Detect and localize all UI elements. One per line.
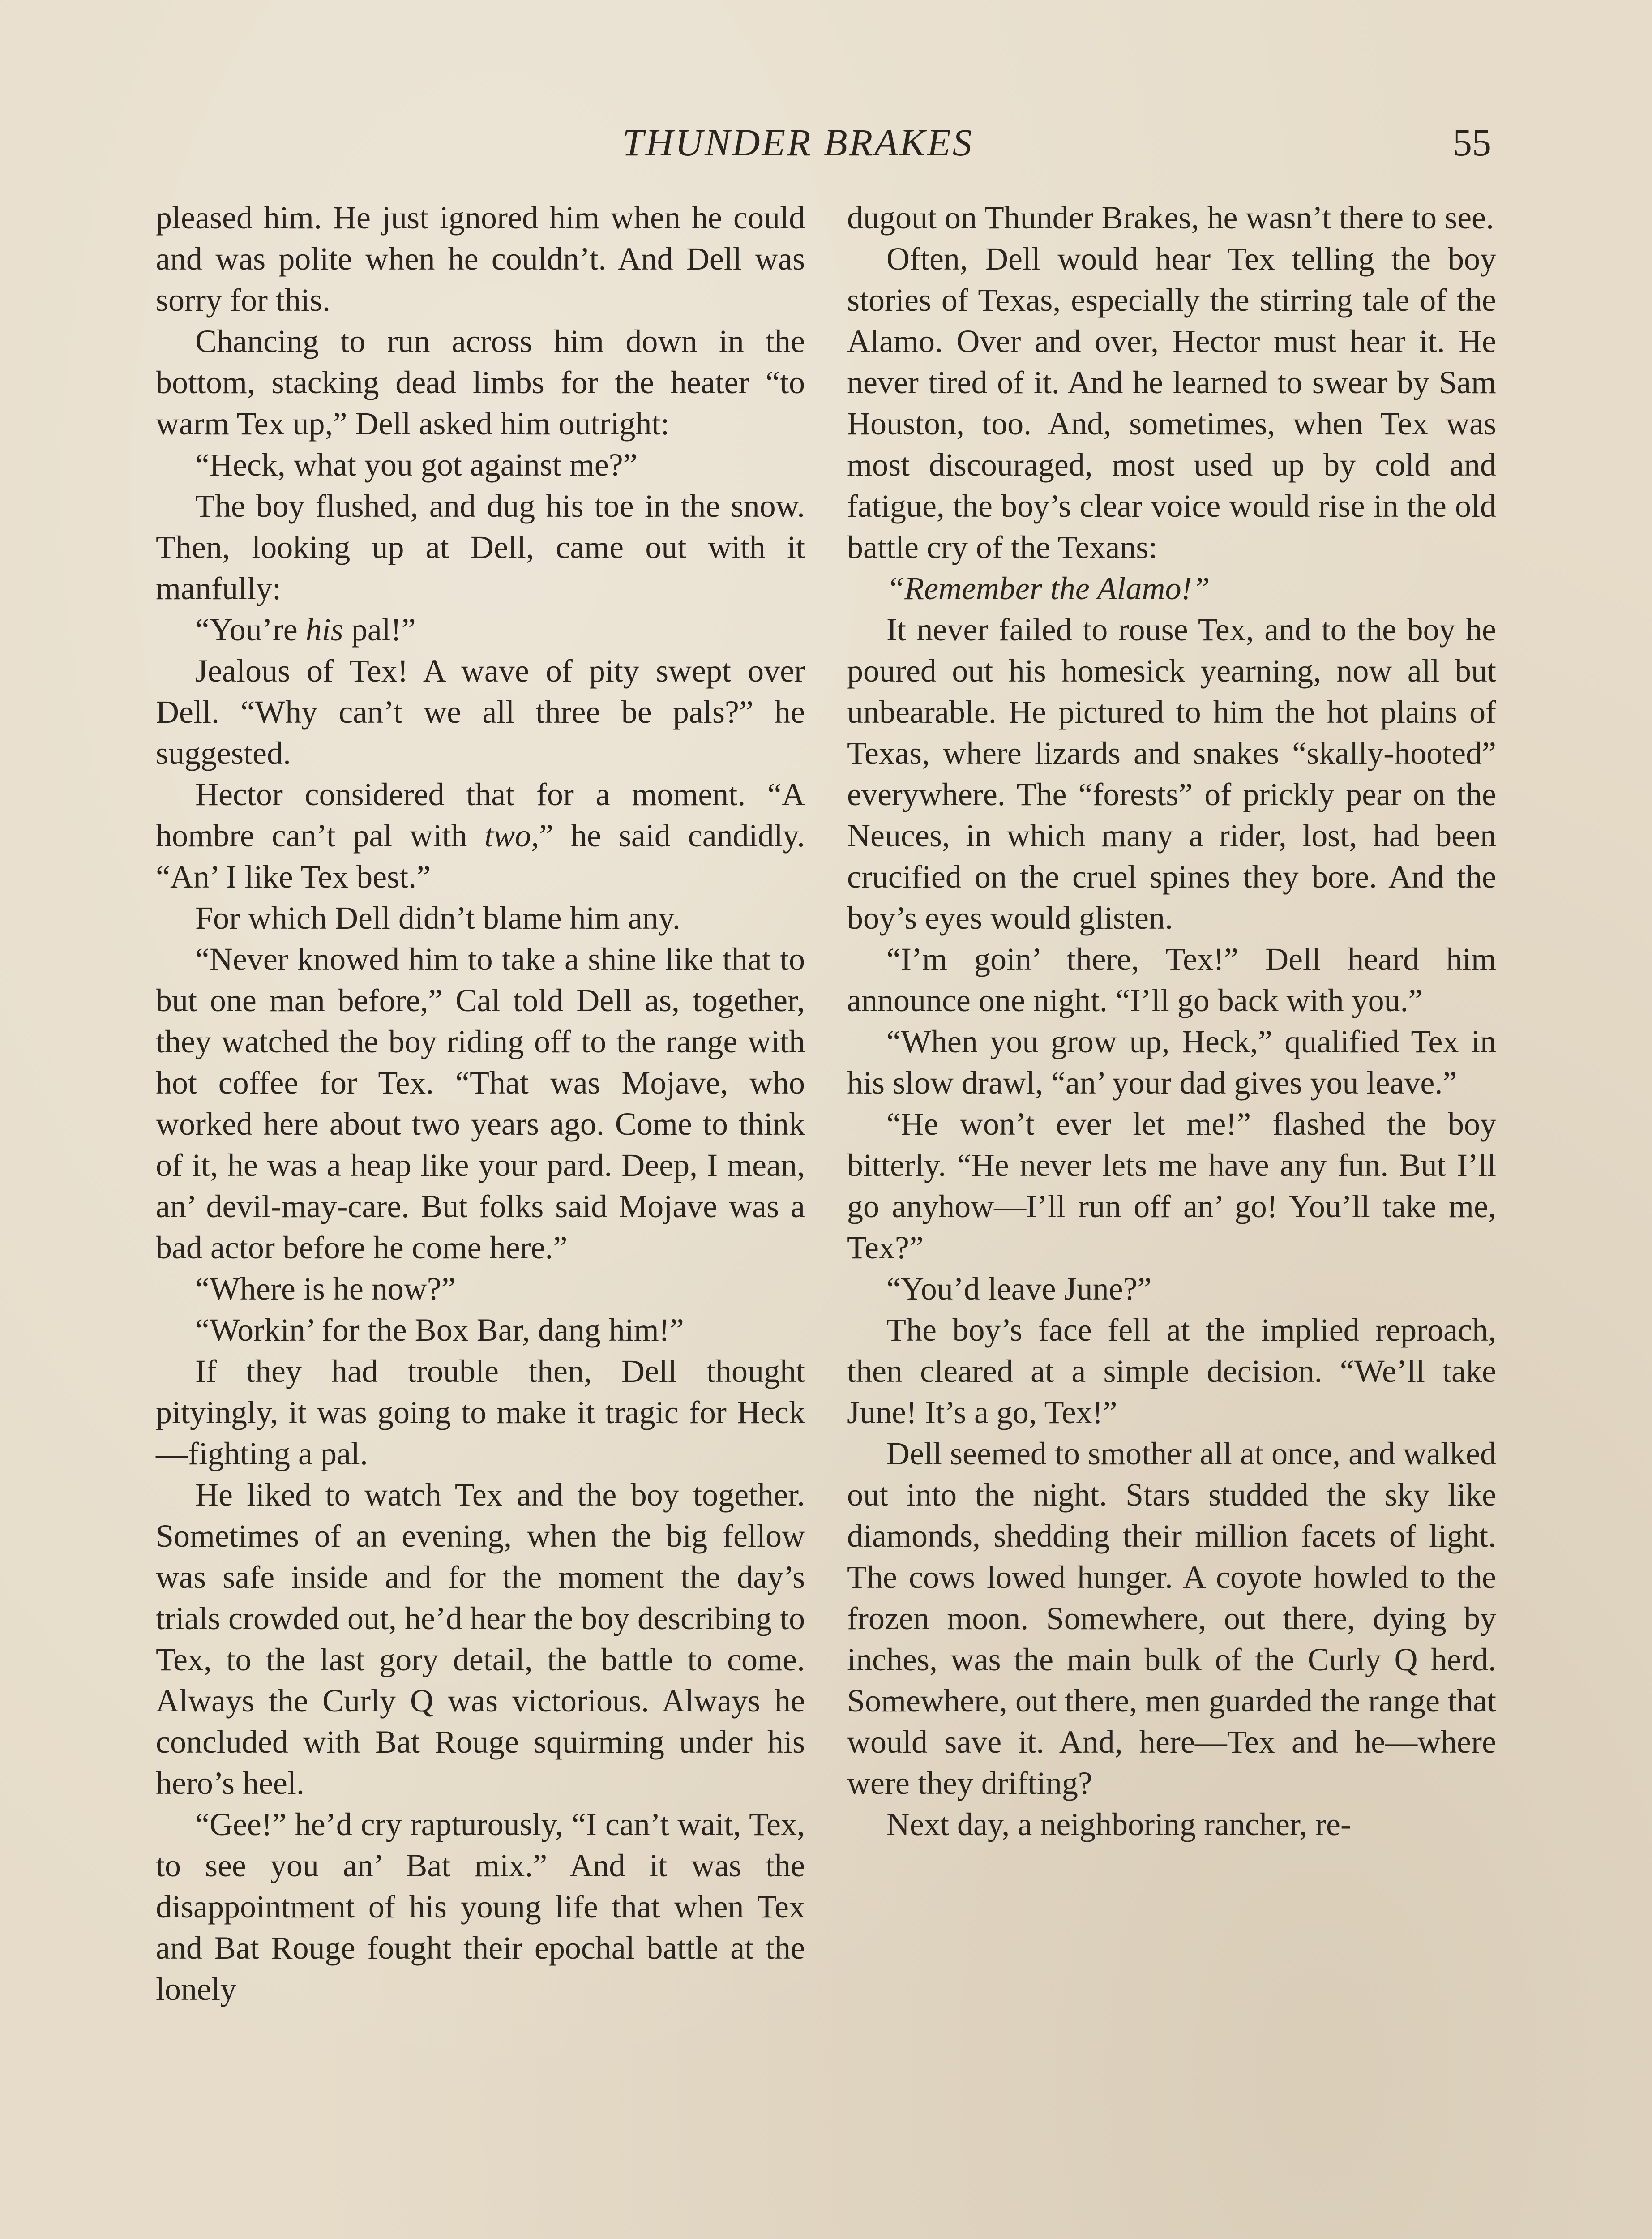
paragraph: Jealous of Tex! A wave of pity swept over Dell. “Why can’t we all three be pals?” he suggested. [156, 653, 805, 771]
text-run: “You’re [195, 612, 306, 648]
text-run: Hector considered that for a moment. “A hombre can’t pal with [156, 776, 805, 854]
page-number: 55 [1453, 121, 1491, 164]
emphasis: two, [484, 818, 539, 854]
paragraph [847, 568, 1496, 609]
paragraph [156, 609, 805, 650]
paragraph [156, 774, 805, 897]
text-run: pal!” [343, 612, 416, 648]
right-column [847, 197, 1496, 1845]
page-header [0, 120, 1652, 169]
paragraph: “Workin’ for the Box Bar, dang him!” [195, 1312, 684, 1348]
paragraph: “He won’t ever let me!” flashed the boy bitterly. “He never lets me have any fun. But I’ll go anyhow—I’ll run off an’ go! You’ll take me, Tex?” [847, 1106, 1496, 1265]
paragraph: It never failed to rouse Tex, and to the boy he poured out his homesick yearning, now all but unbearable. He pictured to him the hot plains of Texas, where lizards and snakes “skally-hooted” everywhere. The “forests” of prickly pear on the Neuces, in which many a rider, lost, had been crucified on the cruel spines they bore. And the boy’s eyes would glisten. [847, 612, 1496, 936]
paragraph: If they had trouble then, Dell thought pityingly, it was going to make it tragic for Heck—fighting a pal. [156, 1353, 805, 1471]
emphasis: “Remember the Alamo!” [886, 570, 1210, 606]
paragraph: The boy’s face fell at the implied reproach, then cleared at a simple decision. “We’ll take June! It’s a go, Tex!” [847, 1312, 1496, 1430]
paragraph: “Where is he now?” [195, 1271, 456, 1307]
emphasis: his [305, 612, 343, 648]
text-run: ” he said candidly. “An’ I like Tex best.” [156, 818, 805, 895]
paragraph: Chancing to run across him down in the bottom, stacking dead limbs for the heater “to warm Tex up,” Dell asked him outright: [156, 323, 805, 442]
paragraph: Dell seemed to smother all at once, and walked out into the night. Stars studded the sky like diamonds, shedding their million facets of light. The cows lowed hunger. A coyote howled to the frozen moon. Somewhere, out there, dying by inches, was the main bulk of the Curly Q herd. Somewhere, out there, men guarded the range that would save it. And, here—Tex and he—where were they drifting? [847, 1436, 1496, 1801]
paragraph: “Gee!” he’d cry rapturously, “I can’t wait, Tex, to see you an’ Bat mix.” And it was the disappointment of his young life that when Tex and Bat Rouge fought their epochal battle at the lonely [156, 1806, 805, 2007]
paragraph: “When you grow up, Heck,” qualified Tex in his slow drawl, “an’ your dad gives you leave.” [847, 1024, 1496, 1101]
paragraph: dugout on Thunder Brakes, he wasn’t there to see. [847, 200, 1494, 236]
paragraph: “You’d leave June?” [886, 1271, 1152, 1307]
paragraph: “Never knowed him to take a shine like that to but one man before,” Cal told Dell as, together, they watched the boy riding off to the range with hot coffee for Tex. “That was Mojave, who worked here about two years ago. Come to think of it, he was a heap like your pard. Deep, I mean, an’ devil-may-care. But folks said Mojave was a bad actor before he come here.” [156, 941, 805, 1265]
paragraph: “I’m goin’ there, Tex!” Dell heard him announce one night. “I’ll go back with you.” [847, 941, 1496, 1018]
paragraph: Often, Dell would hear Tex telling the boy stories of Texas, especially the stirring tale of the Alamo. Over and over, Hector must hear it. He never tired of it. And he learned to swear by Sam Houston, too. And, sometimes, when Tex was most discouraged, most used up by cold and fatigue, the boy’s clear voice would rise in the old battle cry of the Texans: [847, 241, 1496, 565]
paragraph: “Heck, what you got against me?” [195, 447, 638, 483]
paragraph: The boy flushed, and dug his toe in the snow. Then, looking up at Dell, came out with it manfully: [156, 488, 805, 606]
paragraph: For which Dell didn’t blame him any. [195, 900, 680, 936]
paragraph: He liked to watch Tex and the boy together. Sometimes of an evening, when the big fellow was safe inside and for the moment the day’s trials crowded out, he’d hear the boy describing to Tex, to the last gory detail, the battle to come. Always the Curly Q was victorious. Always he concluded with Bat Rouge squirming under his hero’s heel. [156, 1477, 805, 1801]
running-title: THUNDER BRAKES [622, 121, 974, 164]
paragraph: Next day, a neighboring rancher, re- [886, 1806, 1351, 1842]
paragraph: pleased him. He just ignored him when he could and was polite when he couldn’t. And Dell was sorry for this. [156, 200, 805, 318]
left-column [156, 197, 805, 2010]
